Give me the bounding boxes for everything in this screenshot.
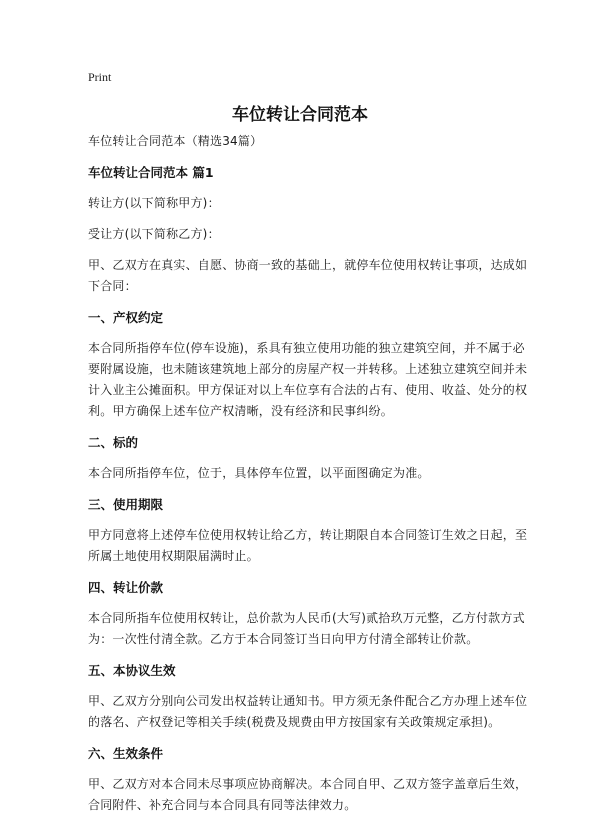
- clause-heading-property: 一、产权约定: [88, 310, 164, 325]
- clause-heading-conditions: 六、生效条件: [88, 746, 164, 761]
- document-subtitle: 车位转让合同范本（精选34篇）: [88, 134, 263, 148]
- intro-paragraph: 甲、乙双方在真实、自愿、协商一致的基础上，就停车位使用权转让事项，达成如下合同：: [88, 258, 528, 293]
- clause-heading-effective: 五、本协议生效: [88, 663, 176, 678]
- clause-body-effective: 甲、乙双方分别向公司发出权益转让通知书。甲方须无条件配合乙方办理上述车位的落名、产权登记等相关手续(税费及规费由甲方按国家有关政策规定承担)。: [88, 694, 528, 729]
- party-a-line: 转让方(以下简称甲方)：: [88, 196, 220, 210]
- clause-body-subject: 本合同所指停车位，位于，具体停车位置，以平面图确定为准。: [88, 466, 430, 480]
- document-body: [88, 131, 528, 826]
- clause-body-term: 甲方同意将上述停车位使用权转让给乙方，转让期限自本合同签订生效之日起，至所属土地使用权期限届满时止。: [88, 528, 528, 563]
- clause-body-conditions: 甲、乙双方对本合同未尽事项应协商解决。本合同自甲、乙双方签字盖章后生效，合同附件、补充合同与本合同具有同等法律效力。: [88, 777, 528, 812]
- print-link[interactable]: Print: [88, 70, 112, 84]
- document-title: 车位转让合同范本: [232, 105, 368, 125]
- party-b-line: 受让方(以下简称乙方)：: [88, 227, 220, 241]
- clause-body-property: 本合同所指停车位(停车设施)，系具有独立使用功能的独立建筑空间，并不属于必要附属设施，也未随该建筑地上部分的房屋产权一并转移。上述独立建筑空间并未计入业主公摊面积。甲方保证对以上车位享有合法的占有、使用、收益、处分的权利。甲方确保上述车位产权清晰，没有经济和民事纠纷。: [88, 341, 528, 418]
- clause-body-price: 本合同所指车位使用权转让，总价款为人民币(大写)贰拾玖万元整，乙方付款方式为：一次性付清全款。乙方于本合同签订当日向甲方付清全部转让价款。: [88, 611, 525, 646]
- clause-heading-price: 四、转让价款: [88, 580, 164, 595]
- clause-heading-subject: 二、标的: [88, 435, 139, 450]
- clause-heading-term: 三、使用期限: [88, 497, 164, 512]
- section-title: 车位转让合同范本 篇1: [88, 165, 214, 180]
